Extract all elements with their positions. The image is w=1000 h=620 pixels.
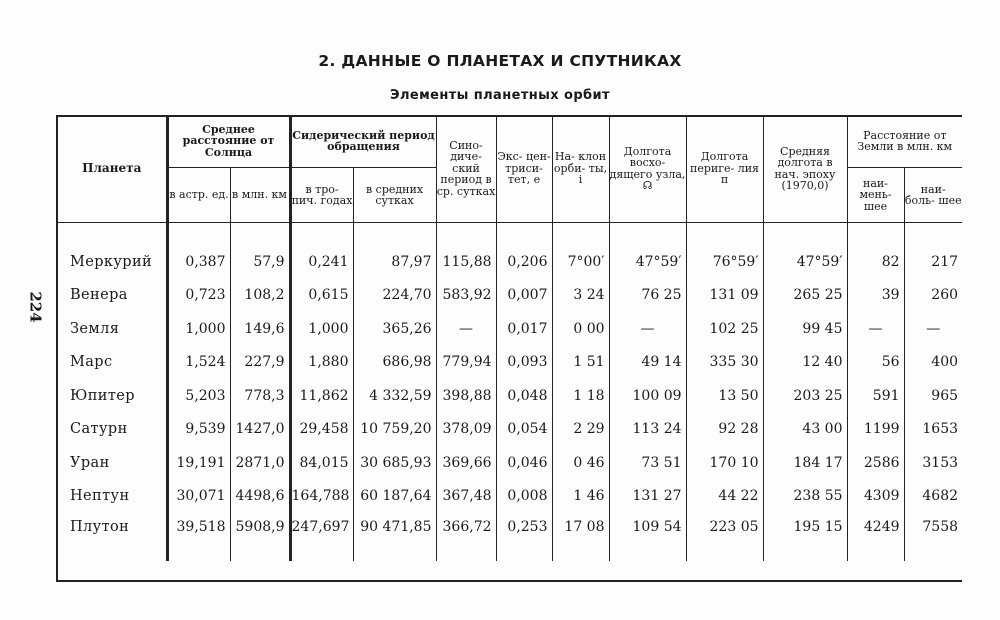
cell-tropical-years: 247,697 (290, 513, 353, 561)
cell-mean-longitude: 203 25 (763, 379, 847, 413)
header-synodic-period: Сино- диче- ский период в ср. сутках (436, 115, 496, 223)
cell-earth-min: 56 (847, 346, 904, 380)
table-body (58, 223, 962, 562)
table-row (58, 513, 962, 561)
cell-eccentricity: 0,007 (496, 279, 552, 313)
cell-tropical-years: 1,000 (290, 312, 353, 346)
cell-mkm: 778,3 (230, 379, 290, 413)
cell-node-longitude: 131 27 (609, 480, 686, 514)
cell-inclination: 17 08 (552, 513, 609, 561)
cell-mkm: 108,2 (230, 279, 290, 313)
cell-synodic: 366,72 (436, 513, 496, 561)
header-mean-longitude: Средняя долгота в нач. эпоху (1970,0) (763, 115, 847, 223)
cell-au: 9,539 (167, 413, 230, 447)
table-row (58, 312, 962, 346)
cell-perihelion: 170 10 (686, 446, 763, 480)
table-title: Элементы планетных орбит (390, 88, 610, 103)
cell-eccentricity: 0,253 (496, 513, 552, 561)
cell-synodic: 779,94 (436, 346, 496, 380)
cell-au: 1,524 (167, 346, 230, 380)
header-inclination: На- клон орби- ты, i (552, 115, 609, 223)
cell-node-longitude: 49 14 (609, 346, 686, 380)
cell-inclination: 2 29 (552, 413, 609, 447)
header-planet: Планета (58, 115, 167, 223)
cell-planet: Марс (70, 354, 113, 371)
cell-earth-max: 400 (904, 346, 962, 380)
cell-mkm: 57,9 (230, 245, 290, 279)
cell-perihelion: 76°59′ (686, 245, 763, 279)
cell-planet: Нептун (70, 488, 130, 505)
cell-synodic: 583,92 (436, 279, 496, 313)
cell-mean-days: 686,98 (353, 346, 436, 380)
cell-mean-days: 10 759,20 (353, 413, 436, 447)
cell-planet: Сатурн (70, 421, 128, 438)
cell-mean-days: 90 471,85 (353, 513, 436, 561)
cell-earth-min: 39 (847, 279, 904, 313)
cell-earth-min: 4249 (847, 513, 904, 561)
cell-node-longitude: 109 54 (609, 513, 686, 561)
cell-eccentricity: 0,048 (496, 379, 552, 413)
cell-node-longitude: 100 09 (609, 379, 686, 413)
cell-planet: Юпитер (70, 387, 135, 404)
cell-eccentricity: 0,017 (496, 312, 552, 346)
cell-tropical-years: 164,788 (290, 480, 353, 514)
cell-tropical-years: 84,015 (290, 446, 353, 480)
cell-synodic: 398,88 (436, 379, 496, 413)
cell-synodic: 378,09 (436, 413, 496, 447)
cell-mkm: 1427,0 (230, 413, 290, 447)
cell-mean-days: 365,26 (353, 312, 436, 346)
cell-inclination: 0 46 (552, 446, 609, 480)
cell-earth-max: 3153 (904, 446, 962, 480)
table-header (58, 115, 962, 223)
section-title: 2. ДАННЫЕ О ПЛАНЕТАХ И СПУТНИКАХ (318, 52, 682, 70)
cell-mean-longitude: 12 40 (763, 346, 847, 380)
cell-au: 0,723 (167, 279, 230, 313)
cell-mkm: 4498,6 (230, 480, 290, 514)
cell-eccentricity: 0,093 (496, 346, 552, 380)
cell-inclination: 1 18 (552, 379, 609, 413)
header-tropical-years: в тро- пич. годах (290, 168, 353, 223)
cell-mean-days: 87,97 (353, 245, 436, 279)
cell-node-longitude: 76 25 (609, 279, 686, 313)
cell-inclination: 1 51 (552, 346, 609, 380)
cell-tropical-years: 0,615 (290, 279, 353, 313)
cell-eccentricity: 0,008 (496, 480, 552, 514)
cell-earth-min: 1199 (847, 413, 904, 447)
table-row (58, 245, 962, 279)
cell-inclination: 1 46 (552, 480, 609, 514)
cell-mean-days: 60 187,64 (353, 480, 436, 514)
cell-eccentricity: 0,054 (496, 413, 552, 447)
cell-perihelion: 44 22 (686, 480, 763, 514)
header-au: в астр. ед. (167, 168, 230, 223)
cell-synodic: 115,88 (436, 245, 496, 279)
header-earth-min: наи- мень- шее (847, 168, 904, 223)
cell-earth-max: 7558 (904, 513, 962, 561)
cell-mean-days: 4 332,59 (353, 379, 436, 413)
cell-au: 1,000 (167, 312, 230, 346)
cell-mean-longitude: 47°59′ (763, 245, 847, 279)
cell-inclination: 3 24 (552, 279, 609, 313)
header-node-longitude: Долгота восхо- дящего узла, ☊ (609, 115, 686, 223)
header-earth-distance: Расстояние от Земли в млн. км (847, 115, 962, 168)
page-number: 224 (26, 291, 45, 323)
cell-node-longitude: 73 51 (609, 446, 686, 480)
cell-tropical-years: 0,241 (290, 245, 353, 279)
header-earth-max: наи- боль- шее (904, 168, 962, 223)
cell-planet: Земля (70, 320, 120, 337)
cell-eccentricity: 0,046 (496, 446, 552, 480)
cell-tropical-years: 11,862 (290, 379, 353, 413)
cell-mean-longitude: 195 15 (763, 513, 847, 561)
cell-perihelion: 223 05 (686, 513, 763, 561)
cell-inclination: 0 00 (552, 312, 609, 346)
table-row (58, 413, 962, 447)
cell-planet: Плутон (70, 519, 130, 535)
header-sidereal-period: Сидерический период обращения (290, 115, 436, 168)
header-mean-days: в средних сутках (353, 168, 436, 223)
cell-mkm: 149,6 (230, 312, 290, 346)
cell-earth-max: — (904, 312, 962, 346)
header-eccentricity: Экс- цен- триси- тет, e (496, 115, 552, 223)
cell-perihelion: 92 28 (686, 413, 763, 447)
cell-mkm: 227,9 (230, 346, 290, 380)
cell-node-longitude: 113 24 (609, 413, 686, 447)
cell-earth-max: 1653 (904, 413, 962, 447)
cell-planet: Венера (70, 287, 128, 304)
cell-mean-days: 30 685,93 (353, 446, 436, 480)
cell-mkm: 2871,0 (230, 446, 290, 480)
table-row (58, 446, 962, 480)
cell-tropical-years: 1,880 (290, 346, 353, 380)
cell-earth-min: 4309 (847, 480, 904, 514)
header-mkm: в млн. км (230, 168, 290, 223)
table-row (58, 480, 962, 514)
header-perihelion-longitude: Долгота периге- лия π (686, 115, 763, 223)
cell-inclination: 7°00′ (552, 245, 609, 279)
cell-perihelion: 102 25 (686, 312, 763, 346)
cell-au: 30,071 (167, 480, 230, 514)
cell-mean-longitude: 43 00 (763, 413, 847, 447)
table-row (58, 379, 962, 413)
cell-synodic: 367,48 (436, 480, 496, 514)
cell-au: 19,191 (167, 446, 230, 480)
cell-eccentricity: 0,206 (496, 245, 552, 279)
cell-earth-max: 965 (904, 379, 962, 413)
cell-node-longitude: 47°59′ (609, 245, 686, 279)
cell-earth-min: 2586 (847, 446, 904, 480)
cell-mean-longitude: 99 45 (763, 312, 847, 346)
cell-earth-max: 260 (904, 279, 962, 313)
cell-earth-min: — (847, 312, 904, 346)
cell-au: 39,518 (167, 513, 230, 561)
cell-planet: Уран (70, 454, 110, 471)
cell-earth-max: 217 (904, 245, 962, 279)
cell-mean-longitude: 184 17 (763, 446, 847, 480)
cell-mean-days: 224,70 (353, 279, 436, 313)
cell-mean-longitude: 265 25 (763, 279, 847, 313)
cell-synodic: — (436, 312, 496, 346)
cell-planet: Меркурий (70, 253, 153, 270)
cell-au: 5,203 (167, 379, 230, 413)
cell-perihelion: 131 09 (686, 279, 763, 313)
cell-tropical-years: 29,458 (290, 413, 353, 447)
cell-earth-min: 82 (847, 245, 904, 279)
orbit-elements-table (58, 115, 962, 561)
header-mean-distance: Среднее расстояние от Солнца (167, 115, 290, 168)
cell-synodic: 369,66 (436, 446, 496, 480)
cell-earth-min: 591 (847, 379, 904, 413)
cell-perihelion: 335 30 (686, 346, 763, 380)
cell-mkm: 5908,9 (230, 513, 290, 561)
table-row (58, 279, 962, 313)
cell-mean-longitude: 238 55 (763, 480, 847, 514)
cell-au: 0,387 (167, 245, 230, 279)
cell-earth-max: 4682 (904, 480, 962, 514)
cell-node-longitude: — (609, 312, 686, 346)
cell-perihelion: 13 50 (686, 379, 763, 413)
table-row (58, 346, 962, 380)
